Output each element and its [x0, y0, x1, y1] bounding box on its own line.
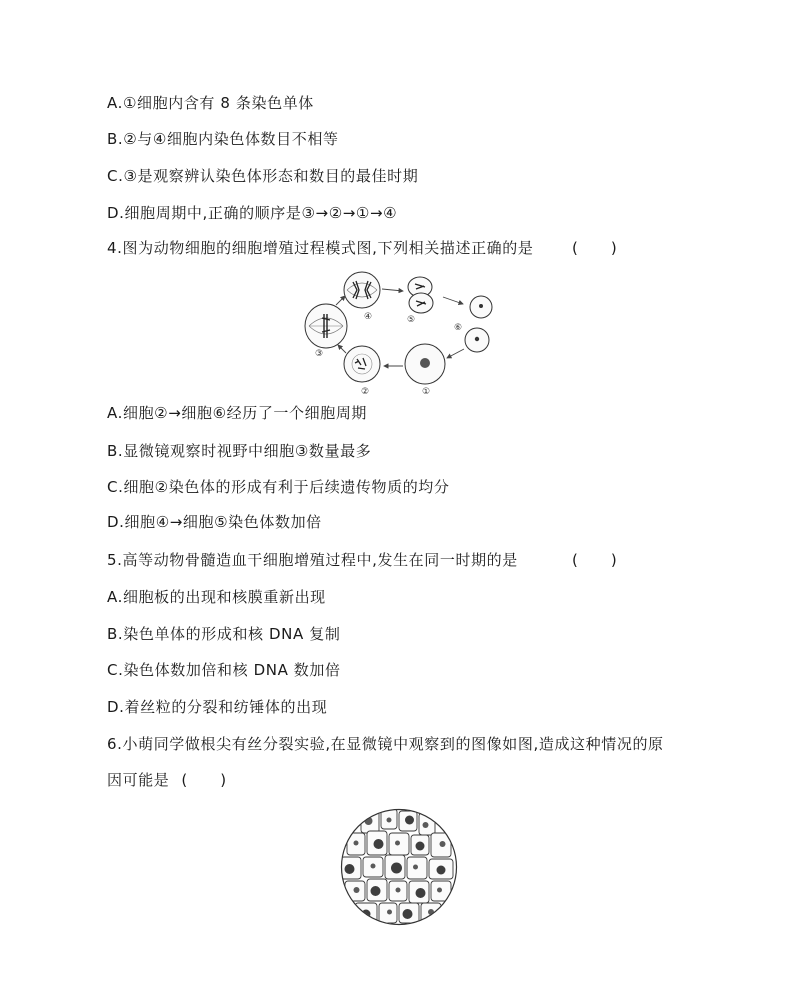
cell-cycle-figure	[295, 262, 495, 402]
cell-nucleus	[387, 910, 392, 915]
arrow-3-to-4	[336, 296, 345, 305]
q5-option-c: C.染色体数加倍和核 DNA 数加倍	[107, 661, 341, 679]
arrow-2-to-3	[338, 345, 346, 353]
arrow-4-to-5	[382, 289, 403, 291]
cell-nucleus	[440, 841, 446, 847]
figure-label-6: ⑥	[453, 323, 463, 333]
cell-3	[305, 304, 347, 348]
cell-nucleus	[437, 866, 446, 875]
q5-option-d: D.着丝粒的分裂和纺锤体的出现	[107, 698, 328, 716]
q5-option-a: A.细胞板的出现和核膜重新出现	[107, 588, 326, 606]
cell-5	[408, 277, 433, 313]
figure-label-4: ④	[363, 312, 373, 322]
arrow-5-to-6	[443, 297, 463, 304]
cell-nucleus	[423, 822, 429, 828]
figure-label-2: ②	[360, 387, 370, 397]
cell-nucleus	[437, 888, 442, 893]
cell-1	[405, 344, 445, 384]
cell-nucleus	[371, 864, 376, 869]
cell-nucleus	[396, 888, 401, 893]
cell-2	[344, 346, 380, 382]
root-tip-microscope-figure	[338, 806, 460, 928]
cell-nucleus	[416, 842, 425, 851]
q3-option-a: A.①细胞内含有 8 条染色单体	[107, 94, 314, 112]
q4-option-a: A.细胞②→细胞⑥经历了一个细胞周期	[107, 404, 368, 422]
q5-stem: 5.高等动物骨髓造血干细胞增殖过程中,发生在同一时期的是	[107, 551, 518, 569]
q4-answer-bracket: ( )	[572, 239, 618, 257]
figure-label-1: ①	[421, 387, 431, 397]
q4-option-b: B.显微镜观察时视野中细胞③数量最多	[107, 442, 372, 460]
cell-nucleus	[405, 816, 414, 825]
cell-nucleus	[416, 888, 426, 898]
arrow-6-to-1	[447, 349, 464, 358]
q3-option-c: C.③是观察辨认染色体形态和数目的最佳时期	[107, 167, 419, 185]
cell-nucleus	[354, 887, 360, 893]
cell-4	[344, 272, 380, 308]
cell-nucleus	[374, 839, 384, 849]
q4-option-d: D.细胞④→细胞⑤染色体数加倍	[107, 513, 322, 531]
cell-nucleus	[391, 863, 402, 874]
q5-answer-bracket: ( )	[572, 551, 618, 569]
cell-nucleus	[387, 818, 392, 823]
cell-nucleus	[345, 864, 355, 874]
cell-nucleus	[395, 841, 400, 846]
q6-stem-line-1: 6.小萌同学做根尖有丝分裂实验,在显微镜中观察到的图像如图,造成这种情况的原	[107, 735, 664, 753]
q3-option-d: D.细胞周期中,正确的顺序是③→②→①→④	[107, 204, 398, 222]
q3-option-b: B.②与④细胞内染色体数目不相等	[107, 130, 339, 148]
cell-nucleus	[403, 909, 413, 919]
q5-option-b: B.染色单体的形成和核 DNA 复制	[107, 625, 341, 643]
q4-option-c: C.细胞②染色体的形成有利于后续遗传物质的均分	[107, 478, 450, 496]
cell-nucleus	[371, 886, 381, 896]
q6-stem-line-2	[107, 770, 227, 790]
cell-6	[465, 296, 492, 352]
cell-nucleus	[354, 841, 359, 846]
figure-label-5: ⑤	[406, 315, 416, 325]
figure-label-3: ③	[314, 349, 324, 359]
cell-nucleus	[413, 865, 418, 870]
q6-stem-text: 因可能是	[107, 771, 170, 789]
q4-stem: 4.图为动物细胞的细胞增殖过程模式图,下列相关描述正确的是	[107, 239, 534, 257]
q6-answer-bracket: ( )	[181, 771, 228, 789]
